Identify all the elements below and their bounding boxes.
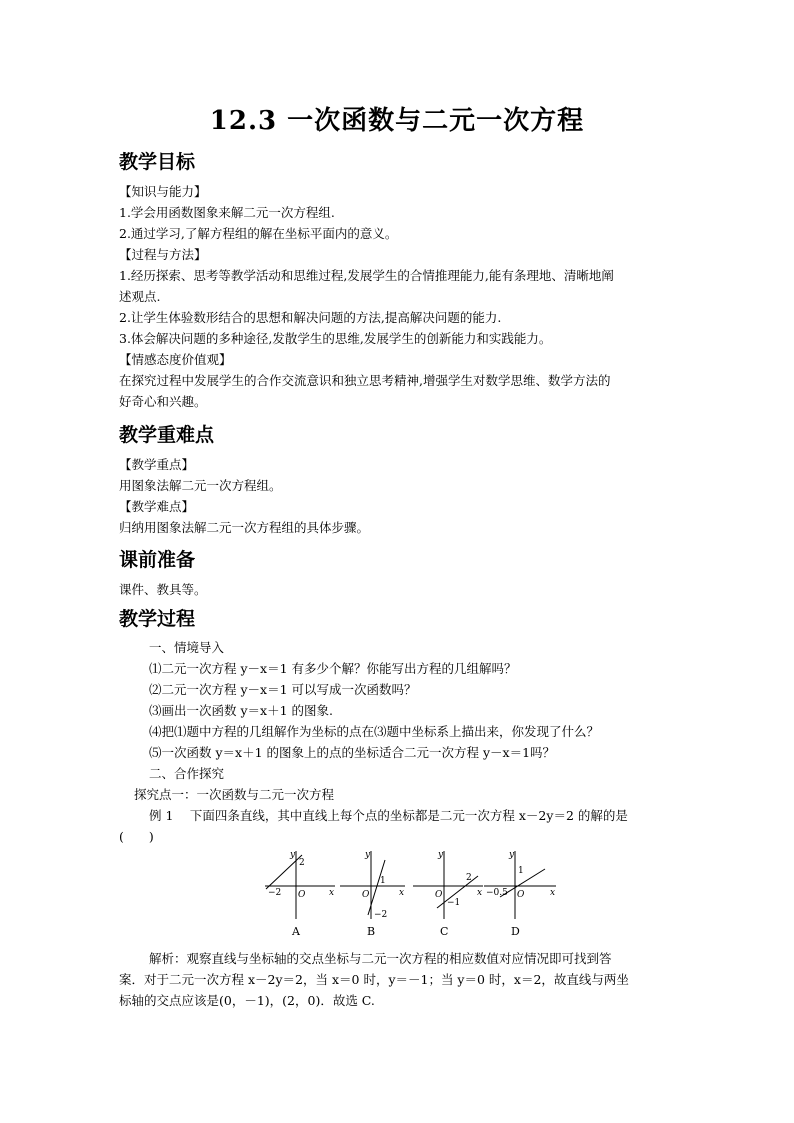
graph-d-x-tick: −0.5 (486, 888, 508, 898)
solution-line-b: 案．对于二元一次方程 x－2y＝2，当 x＝0 时，y＝－1；当 y＝0 时，x＝2，故直线与两坐 (119, 972, 629, 987)
graph-c-x-tick: 2 (466, 873, 472, 883)
graph-d-y-tick: 1 (518, 866, 524, 876)
graph-b (340, 851, 405, 919)
graph-d-label: D (511, 925, 520, 938)
graph-c-y-axis-label: y (438, 850, 444, 860)
section-heading-goals: 教学目标 (119, 151, 196, 173)
solution-line-c: 标轴的交点应该是(0，－1)，(2，0)．故选 C. (119, 993, 375, 1008)
graph-c-x-axis-label: x (477, 888, 483, 898)
graph-c (413, 851, 483, 919)
knowledge-item-1: 1.学会用函数图象来解二元一次方程组. (119, 205, 335, 220)
section-heading-process: 教学过程 (119, 608, 196, 630)
graph-b-x-tick: 1 (380, 876, 386, 886)
graph-a-y-tick: 2 (299, 858, 305, 868)
graph-b-x-axis-label: x (399, 888, 405, 898)
attitude-text-b: 好奇心和兴趣。 (119, 394, 207, 409)
knowledge-heading: 【知识与能力】 (119, 184, 207, 199)
process-part-1: 一、情境导入 (149, 640, 225, 655)
example-1-line-a: 例 1 下面四条直线，其中直线上每个点的坐标都是二元一次方程 x－2y＝2 的解的是 (149, 808, 628, 823)
focus-heading: 【教学重点】 (119, 457, 195, 472)
graph-c-origin: O (435, 890, 443, 900)
prep-text: 课件、教具等。 (119, 582, 207, 597)
process-part-2: 二、合作探究 (149, 766, 225, 781)
process-method-item-1a: 1.经历探索、思考等教学活动和思维过程,发展学生的合情推理能力,能有条理地、清晰地阐 (119, 268, 614, 283)
graph-d (484, 851, 556, 919)
graph-a-label: A (292, 925, 300, 938)
process-method-item-1b: 述观点. (119, 289, 161, 304)
section-heading-prep: 课前准备 (119, 549, 196, 571)
answer-graphs (0, 845, 794, 945)
knowledge-item-2: 2.通过学习,了解方程组的解在坐标平面内的意义。 (119, 226, 398, 241)
graph-b-label: B (367, 925, 376, 938)
difficulty-heading: 【教学难点】 (119, 499, 195, 514)
graph-b-origin: O (362, 890, 370, 900)
focus-text: 用图象法解二元一次方程组。 (119, 478, 282, 493)
question-2: ⑵二元一次方程 y－x＝1 可以写成一次函数吗？ (149, 682, 417, 697)
process-method-item-3: 3.体会解决问题的多种途径,发散学生的思维,发展学生的创新能力和实践能力。 (119, 331, 552, 346)
graph-d-x-axis-label: x (550, 888, 556, 898)
graph-d-origin: O (517, 890, 525, 900)
difficulty-text: 归纳用图象法解二元一次方程组的具体步骤。 (119, 520, 370, 535)
question-3: ⑶画出一次函数 y＝x＋1 的图象. (149, 703, 333, 718)
solution-line-a: 解析：观察直线与坐标轴的交点坐标与二元一次方程的相应数值对应情况即可找到答 (149, 951, 612, 966)
question-5: ⑸一次函数 y＝x＋1 的图象上的点的坐标适合二元一次方程 y－x＝1吗？ (149, 745, 556, 760)
attitude-text-a: 在探究过程中发展学生的合作交流意识和独立思考精神,增强学生对数学思维、数学方法的 (119, 373, 611, 388)
attitude-heading: 【情感态度价值观】 (119, 352, 232, 367)
graph-b-y-axis-label: y (365, 850, 371, 860)
section-heading-keypoints: 教学重难点 (119, 424, 215, 446)
question-4: ⑷把⑴题中方程的几组解作为坐标的点在⑶题中坐标系上描出来，你发现了什么？ (149, 724, 600, 739)
graph-d-y-axis-label: y (509, 850, 515, 860)
graph-a-x-tick: −2 (268, 888, 282, 898)
graph-c-label: C (440, 925, 449, 938)
graph-b-y-tick: −2 (374, 910, 388, 920)
graph-a-x-axis-label: x (329, 888, 335, 898)
example-1-line-b: ( ) (119, 829, 154, 844)
question-1: ⑴二元一次方程 y－x＝1 有多少个解？你能写出方程的几组解吗？ (149, 661, 517, 676)
process-method-item-2: 2.让学生体验数形结合的思想和解决问题的方法,提高解决问题的能力. (119, 310, 502, 325)
graph-a-y-axis-label: y (290, 850, 296, 860)
page-title: 12.3 一次函数与二元一次方程 (209, 106, 585, 136)
graph-c-y-tick: −1 (447, 898, 461, 908)
explore-point-1: 探究点一：一次函数与二元一次方程 (134, 787, 335, 802)
process-method-heading: 【过程与方法】 (119, 247, 207, 262)
graph-a-origin: O (298, 890, 306, 900)
